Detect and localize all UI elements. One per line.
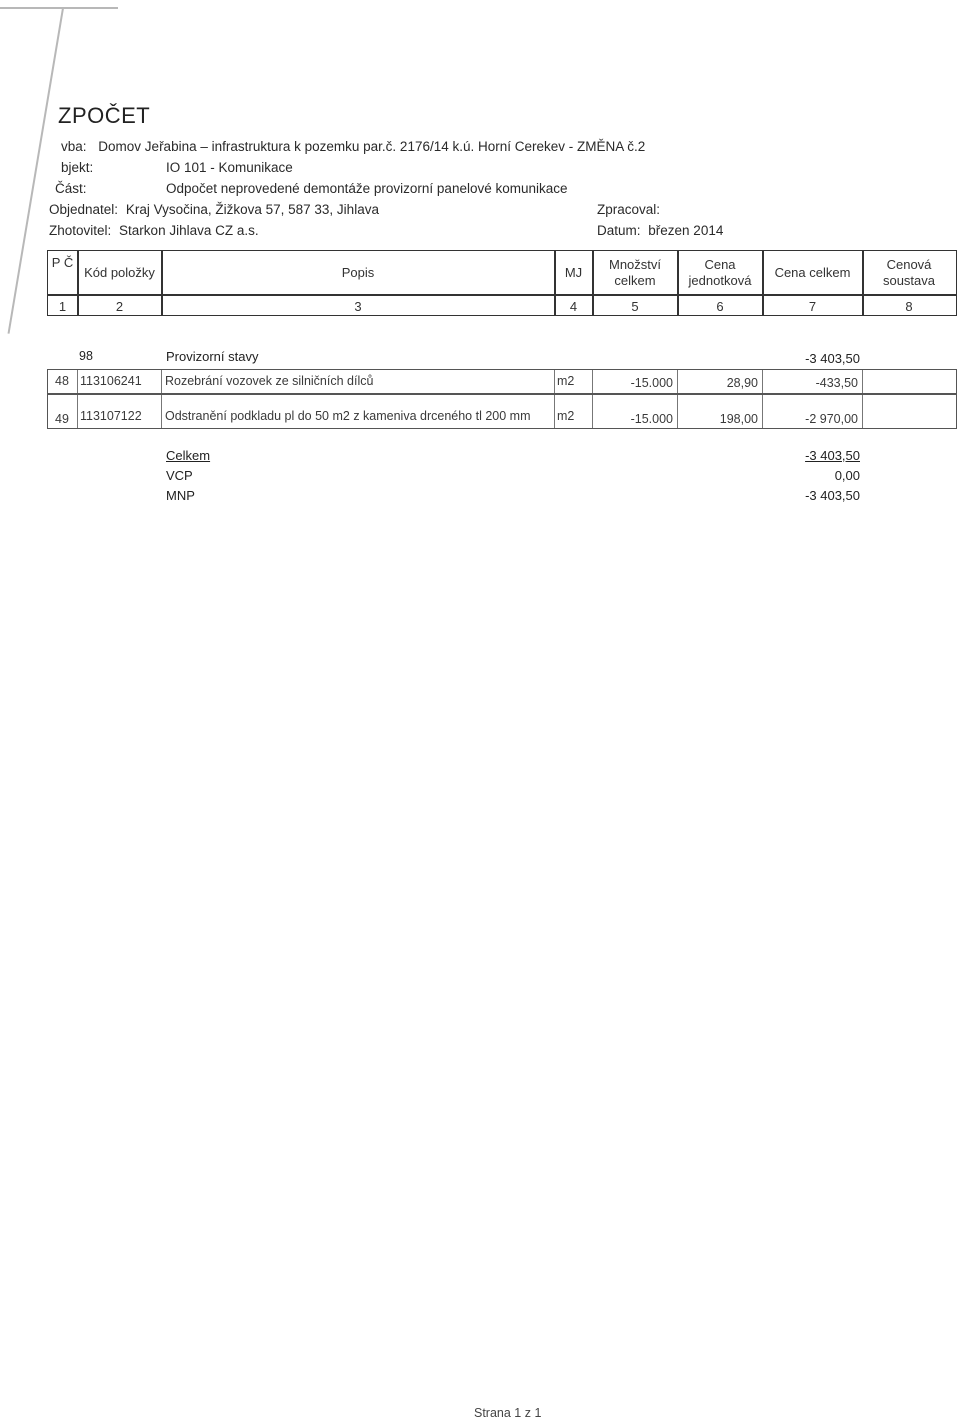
- header-cenova-soustava: [863, 252, 955, 294]
- header-mnozstvi-line2: celkem: [614, 273, 656, 288]
- objekt-label: bjekt:: [61, 160, 94, 175]
- summary-celkem-value: -3 403,50: [805, 448, 860, 463]
- cast-value: Odpočet neprovedené demontáže provizorní panelové komunikace: [166, 181, 568, 196]
- column-number-3: 3: [354, 298, 362, 314]
- row-49-cena-celkem: -2 970,00: [805, 412, 858, 426]
- row-49-mnozstvi: -15.000: [630, 412, 673, 426]
- header-mnozstvi: [593, 252, 677, 294]
- header-cenova-line1: Cenová: [886, 257, 932, 272]
- column-number-8: 8: [905, 298, 913, 314]
- objednatel-row: [49, 202, 379, 217]
- header-cena-line1: Cena: [704, 257, 736, 272]
- zpracoval-label: Zpracoval:: [597, 202, 661, 217]
- section-total: -3 403,50: [805, 351, 860, 366]
- section-code: 98: [79, 349, 93, 363]
- summary-celkem-label: Celkem: [166, 448, 211, 463]
- column-number-6: 6: [716, 298, 724, 314]
- row-48-cena-celkem: -433,50: [815, 376, 858, 390]
- objednatel-value: Kraj Vysočina, Žižkova 57, 587 33, Jihlava: [125, 202, 379, 217]
- header-pc: P Č: [51, 255, 74, 270]
- header-cenova-line2: soustava: [882, 273, 936, 288]
- stavba-row: [61, 139, 645, 154]
- zhotovitel-row: [49, 223, 259, 238]
- summary-mnp-label: MNP: [166, 488, 195, 503]
- summary-vcp-value: 0,00: [834, 468, 860, 483]
- row-49-cena-jednotkova: 198,00: [719, 412, 758, 426]
- header-mj: MJ: [564, 265, 583, 280]
- datum-label: Datum:: [597, 223, 641, 238]
- header-kod: Kód položky: [84, 265, 155, 280]
- objednatel-label: Objednatel:: [49, 202, 119, 217]
- header-cena-jednotkova: [678, 252, 762, 294]
- objekt-value: IO 101 - Komunikace: [166, 160, 293, 175]
- row-49-popis: Odstranění podkladu pl do 50 m2 z kameniva drceného tl 200 mm: [165, 409, 531, 423]
- row-48-pc: 48: [55, 374, 69, 388]
- row-49-mj: m2: [557, 409, 575, 423]
- row-48-cena-jednotkova: 28,90: [726, 376, 758, 390]
- summary-mnp-value: -3 403,50: [805, 488, 860, 503]
- column-number-4: 4: [569, 298, 578, 314]
- document-title: ZPOČET: [58, 103, 151, 128]
- column-number-5: 5: [631, 298, 639, 314]
- row-48-kod: 113106241: [80, 374, 142, 388]
- stavba-value: Domov Jeřabina – infrastruktura k pozemku par.č. 2176/14 k.ú. Horní Cerekev - ZMĚNA č.2: [98, 139, 646, 154]
- section-name: Provizorní stavy: [166, 349, 259, 364]
- header-popis: Popis: [341, 265, 375, 280]
- summary-vcp-label: VCP: [166, 468, 193, 483]
- page-number: Strana 1 z 1: [474, 1406, 542, 1420]
- zhotovitel-value: Starkon Jihlava CZ a.s.: [119, 223, 259, 238]
- datum-value: březen 2014: [648, 223, 724, 238]
- scan-corner-line: [0, 7, 118, 9]
- datum-row: [597, 223, 723, 238]
- cast-label: Část:: [55, 181, 87, 196]
- row-49-pc: 49: [55, 412, 69, 426]
- row-48-popis: Rozebrání vozovek ze silničních dílců: [165, 374, 374, 388]
- header-mnozstvi-line1: Množství: [608, 257, 661, 272]
- row-48-mj: m2: [557, 374, 575, 388]
- header-cena-line2: jednotková: [688, 273, 752, 288]
- stavba-label: vba:: [61, 139, 87, 154]
- column-number-2: 2: [115, 298, 124, 314]
- row-48-mnozstvi: -15.000: [630, 376, 673, 390]
- row-49-kod: 113107122: [80, 409, 142, 423]
- zhotovitel-label: Zhotovitel:: [49, 223, 112, 238]
- column-number-1: 1: [58, 298, 67, 314]
- header-cena-celkem: Cena celkem: [774, 265, 851, 280]
- column-number-7: 7: [808, 298, 817, 314]
